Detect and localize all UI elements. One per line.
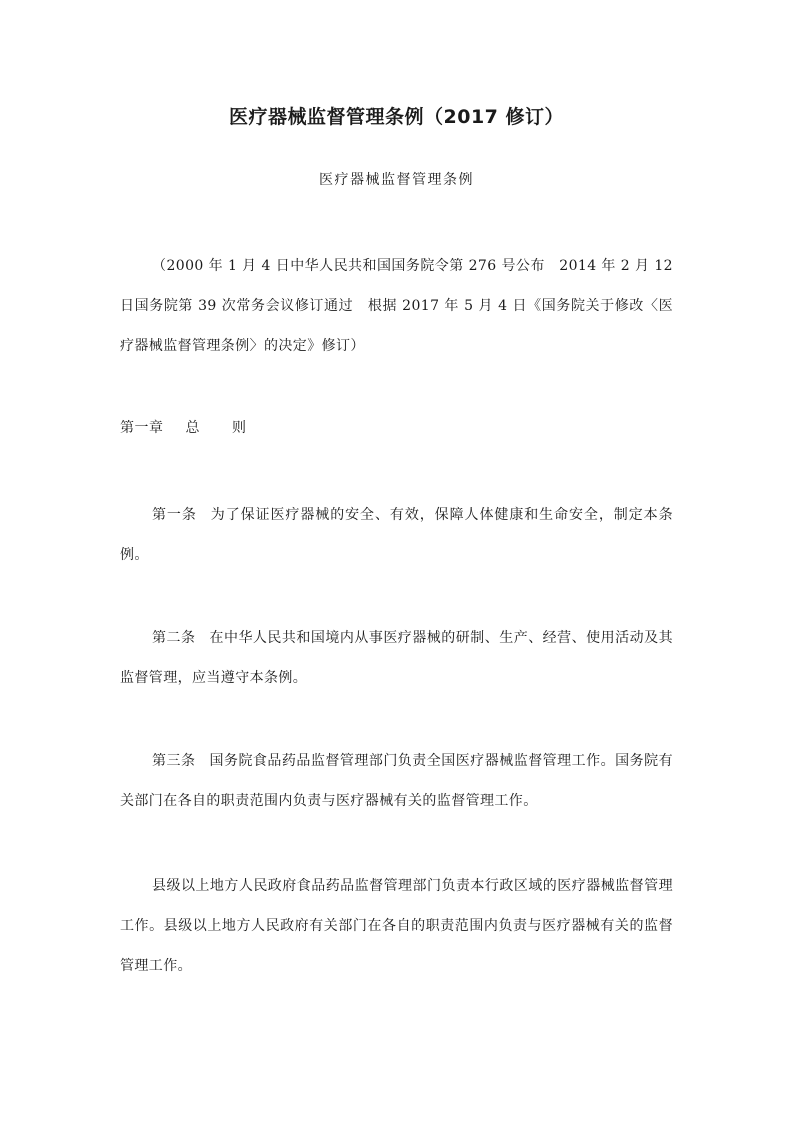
article-3-text: 国务院食品药品监督管理部门负责全国医疗器械监督管理工作。国务院有关部门在各自的职责范围内负责与医疗器械有关的监督管理工作。: [120, 753, 673, 809]
article-1-label: 第一条: [152, 507, 197, 523]
article-1-text: 为了保证医疗器械的安全、有效，保障人体健康和生命安全，制定本条例。: [120, 507, 673, 563]
chapter-heading: [120, 416, 247, 440]
article-3: [120, 741, 673, 821]
county-level-paragraph: 县级以上地方人民政府食品药品监督管理部门负责本行政区域的医疗器械监督管理工作。县级以上地方人民政府有关部门在各自的职责范围内负责与医疗器械有关的监督管理工作。: [120, 878, 673, 974]
article-2: [120, 618, 673, 698]
article-2-text: 在中华人民共和国境内从事医疗器械的研制、生产、经营、使用活动及其监督管理，应当遵守本条例。: [120, 630, 673, 686]
article-3-label: 第三条: [152, 753, 196, 769]
chapter-name-part2: 则: [232, 420, 247, 436]
document-title: 医疗器械监督管理条例（2017 修订）: [229, 106, 564, 128]
article-1: [120, 495, 673, 575]
publication-note: （2000 年 1 月 4 日中华人民共和国国务院令第 276 号公布 2014 年 2 月 12 日国务院第 39 次常务会议修订通过 根据 2017 年 5 月 4 日《国务院关于修改〈医疗器械监督管理条例〉的决定》修订）: [120, 258, 673, 354]
chapter-number: 第一章: [120, 420, 164, 436]
article-2-label: 第二条: [152, 630, 196, 646]
chapter-name-part1: 总: [185, 420, 200, 436]
document-subtitle: 医疗器械监督管理条例: [319, 172, 474, 188]
